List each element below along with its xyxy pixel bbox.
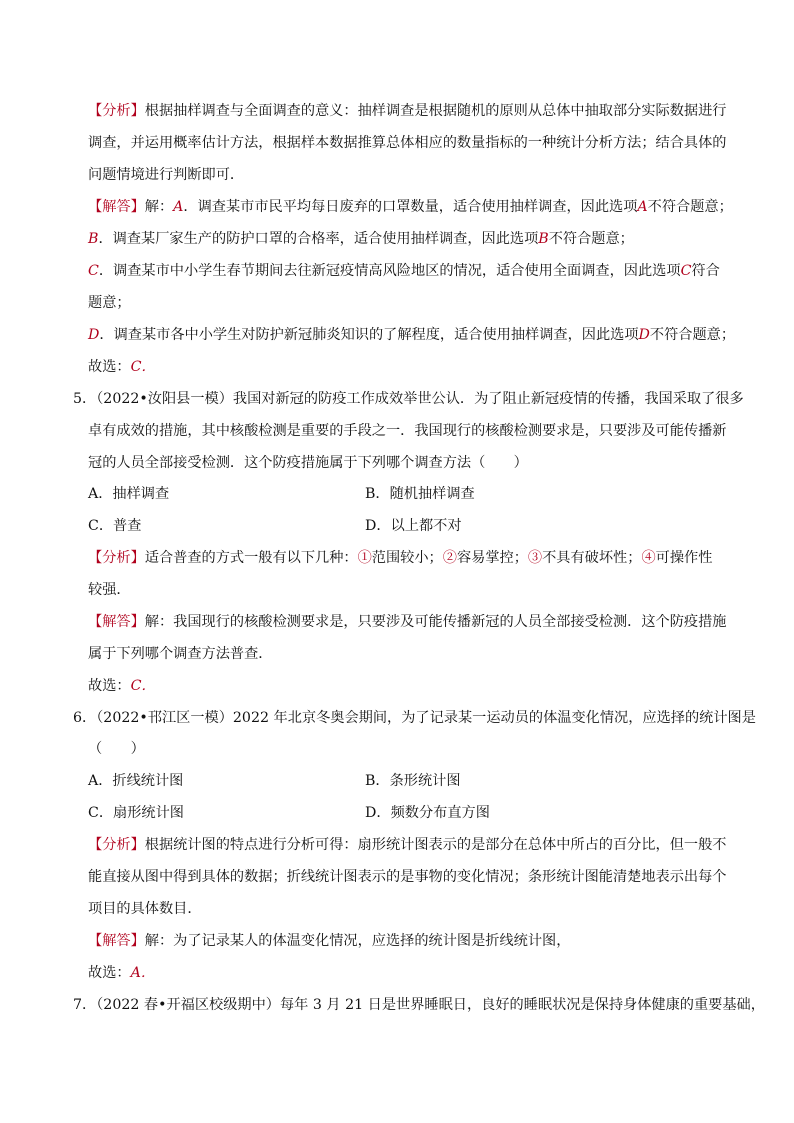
q5-option-c: C．普查 [88,518,142,534]
analysis-text: 不具有破坏性； [542,550,642,566]
answer-text: 解：我国现行的核酸检测要求是，只要涉及可能传播新冠的人员全部接受检测．这个防疫措施 [144,614,727,630]
question-6-stem-1 [73,708,756,728]
analysis-text: 根据统计图的特点进行分析可得：扇形统计图表示的是部分在总体中所占的百分比，但一般不 [144,837,727,853]
q5-answer-line-1 [88,612,726,632]
q6-option-b: B．条形统计图 [365,773,461,789]
circled-number-4: ④ [641,550,656,566]
result-line [88,357,156,377]
option-letter-b: B [88,231,99,247]
option-letter-d: D [88,327,100,343]
q6-option-d: D．频数分布直方图 [365,805,490,821]
analysis-line-2: 调查，并运用概率估计方法，根据样本数据推算总体相应的数量指标的一种统计分析方法；结合具体的 [88,135,727,151]
result-label: 故选： [88,678,131,694]
answer-text: 不符合题意； [548,231,634,247]
answer-text: ．调查某市各中小学生对防护新冠肺炎知识的了解程度，适合使用抽样调查，因此选项 [99,327,639,343]
option-letter-d: D [638,327,650,343]
analysis-line-1 [88,101,726,121]
answer-text: ．调查某市市民平均每日废弃的口罩数量，适合使用抽样调查，因此选项 [183,199,638,215]
answer-tag: 【解答】 [88,933,145,949]
q6-answer-line-1 [88,931,570,951]
option-letter-c: C [88,263,99,279]
circled-number-1: ① [357,550,372,566]
result-label: 故选： [88,965,131,981]
result-value: C． [130,359,156,375]
answer-tag: 【解答】 [88,614,145,630]
question-5-stem-1 [73,389,744,409]
answer-text: ．调查某厂家生产的防护口罩的合格率，适合使用抽样调查，因此选项 [98,231,539,247]
option-letter-a: A [637,199,648,215]
analysis-text: 适合普查的方式一般有以下几种： [144,550,358,566]
analysis-line-3: 问题情境进行判断即可． [88,167,245,183]
q6-analysis-line-3: 项目的具体数目． [88,901,202,917]
result-value: A． [130,965,156,981]
q5-option-d: D．以上都不对 [365,518,462,534]
circled-number-2: ② [442,550,457,566]
question-7-stem-1 [73,995,765,1015]
q6-result-line [88,963,155,983]
analysis-tag: 【分析】 [88,103,145,119]
option-letter-a: A [173,199,184,215]
answer-line-2 [88,229,634,249]
result-value: C． [130,678,156,694]
q6-analysis-line-2: 能直接从图中得到具体的数据；折线统计图表示的是事物的变化情况；条形统计图能清楚地表示出每个 [88,869,727,885]
q5-option-a: A．抽样调查 [88,486,170,502]
answer-line-4: 题意； [88,295,131,311]
question-number: 6． [73,710,97,726]
answer-text: 解： [144,199,174,215]
answer-line-3 [88,261,720,281]
option-letter-b: B [538,231,549,247]
answer-text: 不符合题意； [649,327,736,343]
analysis-text: 可操作性 [655,550,713,566]
q5-analysis-line-1 [88,548,712,568]
q5-result-line [88,676,156,696]
answer-tag: 【解答】 [88,199,145,215]
answer-text: 解：为了记录某人的体温变化情况，应选择的统计图是折线统计图， [144,933,571,949]
question-number: 5． [73,391,97,407]
question-number: 7． [73,997,97,1013]
q5-option-b: B．随机抽样调查 [365,486,475,502]
q6-analysis-line-1 [88,835,726,855]
answer-line-1 [88,197,733,217]
question-text: （2022•汝阳县一模）我国对新冠的防疫工作成效举世公认．为了阻止新冠疫情的传播，我国采取了很多 [96,391,744,407]
question-6-stem-2: （ ） [88,741,145,757]
answer-text: 符合 [691,263,720,279]
analysis-text: 容易掌控； [456,550,528,566]
answer-line-5 [88,325,735,345]
question-5-stem-2: 卓有成效的措施，其中核酸检测是重要的手段之一．我国现行的核酸检测要求是，只要涉及可能传播新 [88,423,727,439]
analysis-tag: 【分析】 [88,550,145,566]
q5-analysis-line-2: 较强． [88,582,131,598]
question-text: （2022 春•开福区校级期中）每年 3 月 21 日是世界睡眠日，良好的睡眠状况是保持身体健康的重要基础， [96,997,765,1013]
answer-text: 不符合题意； [647,199,733,215]
analysis-text: 范围较小； [371,550,443,566]
question-5-stem-3: 冠的人员全部接受检测．这个防疫措施属于下列哪个调查方法（ ） [88,455,528,471]
q6-option-a: A．折线统计图 [88,773,184,789]
analysis-text: 根据抽样调查与全面调查的意义：抽样调查是根据随机的原则从总体中抽取部分实际数据进行 [144,103,727,119]
q6-option-c: C．扇形统计图 [88,805,184,821]
answer-text: ．调查某市中小学生春节期间去往新冠疫情高风险地区的情况，适合使用全面调查，因此选项 [98,263,681,279]
analysis-tag: 【分析】 [88,837,145,853]
option-letter-c: C [680,263,692,279]
result-label: 故选： [88,359,131,375]
circled-number-3: ③ [527,550,543,566]
question-text: （2022•邗江区一模）2022 年北京冬奥会期间，为了记录某一运动员的体温变化情况，应选择的统计图是 [96,710,756,726]
q5-answer-line-2: 属于下列哪个调查方法普查． [88,646,273,662]
